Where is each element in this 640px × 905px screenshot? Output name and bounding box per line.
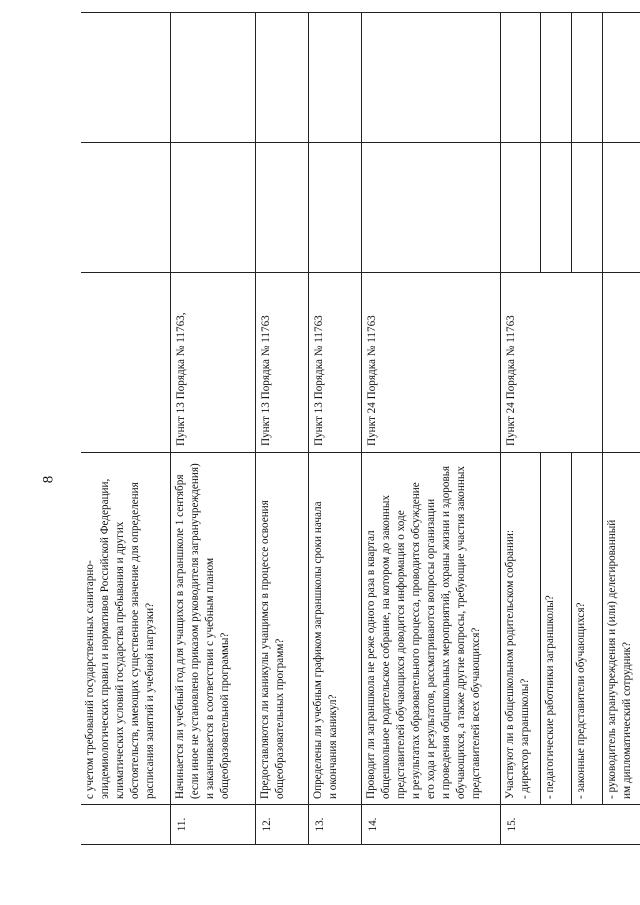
question-line: обучающихся, а также другие вопросы, требующие участия законных [455, 466, 467, 799]
blank-cell [309, 13, 362, 143]
reference-cell: Пункт 13 Порядка № 11763, [171, 273, 256, 453]
question-cell [572, 453, 603, 805]
table-row [501, 13, 541, 845]
page-number: 8 [40, 475, 57, 484]
question-line: климатических условий государства пребывания и других [114, 521, 126, 799]
question-line: эпидемиологических правил и нормативов Российской Федерации, [99, 478, 111, 799]
rotated-table-wrapper [81, 13, 640, 845]
table-row [309, 13, 362, 845]
question-cell [309, 453, 362, 805]
question-line: общеобразовательной программы? [219, 632, 231, 799]
blank-cell [256, 13, 309, 143]
question-line: Проводит ли заграншкола не реже одного раза в квартал [365, 530, 377, 799]
question-line: Предоставляются ли каникулы учащимся в процессе освоения [259, 500, 271, 799]
question-line: Определены ли учебным графиком заграншколы сроки начала [312, 501, 324, 799]
question-line: представителей обучающихся доводится информация о ходе [395, 510, 407, 799]
question-cell [81, 453, 171, 805]
blank-cell [171, 13, 256, 143]
question-line: и окончания каникул? [327, 694, 339, 799]
blank-cell [603, 13, 640, 143]
question-line: расписания занятий и учебной нагрузки? [144, 602, 156, 799]
blank-cell [171, 143, 256, 273]
blank-cell [309, 143, 362, 273]
question-line: общеобразовательных программ? [274, 638, 286, 799]
blank-cell [362, 143, 501, 273]
blank-cell [572, 143, 603, 273]
question-line: - законные представители обучающихся? [575, 602, 587, 799]
question-line: представителей всех обучающихся? [470, 627, 482, 799]
blank-cell [362, 13, 501, 143]
row-number-cell: 14. [362, 805, 501, 845]
table-row [171, 13, 256, 845]
row-number-cell: 11. [171, 805, 256, 845]
question-line: с учетом требований государственных санитарно- [84, 560, 96, 799]
question-line: Участвуют ли в общешкольном родительском собрании: [504, 530, 516, 799]
reference-cell: Пункт 13 Порядка № 11763 [256, 273, 309, 453]
row-number-cell: 15. [501, 805, 640, 845]
table-row [81, 13, 171, 845]
question-cell [171, 453, 256, 805]
reference-cell [81, 273, 171, 453]
question-line: Начинается ли учебный год для учащихся в заграншколе 1 сентября [174, 474, 186, 799]
blank-cell [81, 143, 171, 273]
reference-cell: Пункт 24 Порядка № 11763 [362, 273, 501, 453]
reference-cell: Пункт 24 Порядка № 11763 [501, 273, 603, 453]
question-line: его хода и результатов, рассматриваются вопросы организации [425, 498, 437, 799]
question-line: общешкольное родительское собрание, на котором до законных [380, 495, 392, 799]
blank-cell [603, 143, 640, 273]
blank-cell [572, 13, 603, 143]
question-cell [362, 453, 501, 805]
row-number-cell [81, 805, 171, 845]
blank-cell [501, 13, 541, 143]
question-line: обстоятельств, имеющих существенное значение для определения [129, 482, 141, 799]
row-number-cell: 13. [309, 805, 362, 845]
reference-cell [603, 273, 640, 453]
blank-cell [541, 143, 572, 273]
question-line: и проведения общешкольных мероприятий, охраны жизни и здоровья [440, 465, 452, 799]
question-line: им дипломатический сотрудник? [621, 642, 633, 799]
question-cell [256, 453, 309, 805]
blank-cell [501, 143, 541, 273]
row-number-cell: 12. [256, 805, 309, 845]
question-cell [541, 453, 572, 805]
question-line: - руководитель загранучреждения и (или) делегированный [606, 519, 618, 799]
question-line: - педагогические работники заграншколы? [544, 595, 556, 799]
question-line: и результатах образовательного процесса, проводится обсуждение [410, 482, 422, 799]
checklist-table [81, 12, 640, 845]
blank-cell [256, 143, 309, 273]
question-line: и заканчивается в соответствии с учебным планом [204, 557, 216, 799]
question-line: - директор заграншколы? [519, 678, 531, 799]
reference-cell: Пункт 13 Порядка № 11763 [309, 273, 362, 453]
question-cell [501, 453, 541, 805]
table-row [362, 13, 501, 845]
question-cell [603, 453, 640, 805]
table-row [256, 13, 309, 845]
question-line: (если иное не установлено приказом руководителя загранучреждения) [189, 463, 201, 799]
blank-cell [541, 13, 572, 143]
table-row [603, 13, 640, 845]
blank-cell [81, 13, 171, 143]
